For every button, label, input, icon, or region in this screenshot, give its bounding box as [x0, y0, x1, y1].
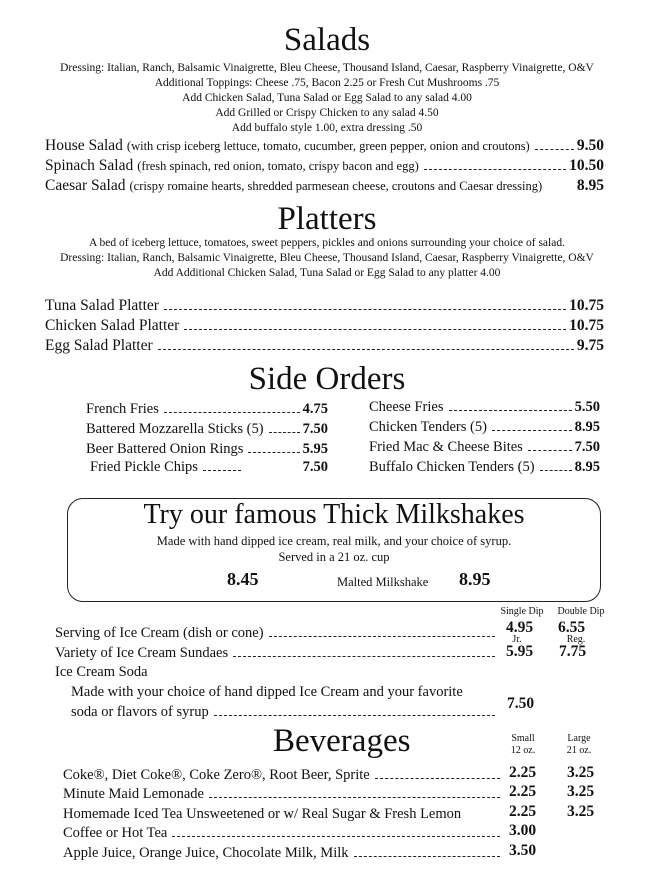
single-dip-price: 5.95	[506, 643, 534, 660]
dot-leader	[248, 452, 299, 453]
dot-leader	[528, 450, 572, 451]
item-price: 9.75	[576, 337, 604, 354]
small-price: 2.25	[509, 783, 537, 800]
item-description: (crispy romaine hearts, shredded parmesean cheese, croutons and Caesar dressing)	[129, 179, 543, 193]
large-price: 3.25	[567, 783, 595, 800]
menu-item	[63, 785, 503, 804]
dot-leader	[269, 636, 495, 637]
menu-item	[369, 418, 600, 437]
menu-item	[63, 766, 503, 785]
platters-title: Platters	[277, 201, 377, 237]
item-name: Minute Maid Lemonade	[63, 786, 204, 802]
malted-milkshake-price: 8.95	[459, 569, 491, 589]
item-price: 4.75	[302, 401, 328, 417]
item-price: 8.95	[576, 177, 604, 194]
item-price: 10.75	[569, 317, 604, 334]
large-header: Large	[567, 733, 591, 744]
ice-cream-soda-description: Made with your choice of hand dipped Ice Cream and your favorite	[71, 684, 463, 700]
dot-leader	[172, 836, 500, 837]
milkshakes-description: Made with hand dipped ice cream, real milk, and your choice of syrup.	[156, 534, 512, 548]
menu-item	[369, 458, 600, 477]
jr-label: Jr.	[512, 634, 522, 645]
item-name: House Salad	[45, 137, 123, 154]
platters-note: A bed of iceberg lettuce, tomatoes, sweet peppers, pickles and onions surrounding your choice of salad.	[89, 237, 565, 249]
dot-leader	[158, 349, 574, 350]
item-name: Fried Pickle Chips	[90, 459, 198, 475]
item-name: Buffalo Chicken Tenders (5)	[369, 459, 535, 475]
salads-note: Add Grilled or Crispy Chicken to any salad 4.50	[215, 107, 439, 119]
menu-item	[45, 136, 604, 156]
item-price: 8.95	[574, 419, 600, 435]
ice-cream-soda-title: Ice Cream Soda	[55, 664, 148, 680]
item-description: soda or flavors of syrup	[71, 704, 209, 720]
small-header: Small	[511, 733, 535, 744]
platters-note: Dressing: Italian, Ranch, Balsamic Vinaigrette, Bleu Cheese, Thousand Island, Caesar, Raspberry Vinaigrette, O&V	[60, 252, 594, 264]
menu-item	[55, 624, 498, 643]
menu-item	[63, 844, 503, 863]
double-dip-price: 6.55	[558, 619, 586, 636]
large-size: 21 oz.	[566, 745, 592, 756]
item-name: Homemade Iced Tea Unsweetened or w/ Real Sugar & Fresh Lemon	[63, 806, 462, 822]
item-name: Spinach Salad	[45, 157, 134, 174]
item-name: Chicken Salad Platter	[45, 317, 180, 334]
item-name: Fried Mac & Cheese Bites	[369, 439, 523, 455]
dot-leader	[214, 715, 495, 716]
item-name: Coke®, Diet Coke®, Coke Zero®, Root Beer, Sprite	[63, 767, 370, 783]
milkshakes-title: Try our famous Thick Milkshakes	[143, 499, 525, 530]
item-name: Caesar Salad	[45, 177, 126, 194]
beverages-title: Beverages	[273, 723, 411, 759]
item-name: Serving of Ice Cream (dish or cone)	[55, 625, 264, 641]
menu-item	[45, 176, 604, 196]
dot-leader	[449, 410, 572, 411]
menu-item	[369, 398, 600, 417]
double-dip-header: Double Dip	[557, 606, 605, 617]
side-orders-title: Side Orders	[248, 361, 406, 397]
dot-leader	[209, 797, 500, 798]
salads-note: Add Chicken Salad, Tuna Salad or Egg Salad to any salad 4.00	[182, 92, 472, 104]
dot-leader	[540, 470, 572, 471]
large-price: 3.25	[567, 764, 595, 781]
salads-note: Add buffalo style 1.00, extra dressing .50	[231, 122, 423, 134]
menu-item	[63, 824, 503, 843]
dot-leader	[424, 169, 566, 170]
dot-leader	[375, 778, 500, 779]
dot-leader	[203, 470, 241, 471]
milkshakes-cup-size: Served in a 21 oz. cup	[278, 550, 390, 564]
reg-label: Reg.	[566, 634, 586, 645]
dot-leader	[535, 149, 574, 150]
item-name: Cheese Fries	[369, 399, 444, 415]
item-price: 5.95	[302, 441, 328, 457]
salads-note: Additional Toppings: Cheese .75, Bacon 2.25 or Fresh Cut Mushrooms .75	[154, 77, 500, 89]
menu-item	[86, 440, 328, 459]
small-price: 2.25	[509, 803, 537, 820]
small-price: 2.25	[509, 764, 537, 781]
double-dip-price: 7.75	[559, 643, 587, 660]
small-price: 3.50	[509, 842, 537, 859]
dot-leader	[354, 856, 500, 857]
dot-leader	[164, 309, 566, 310]
dot-leader	[233, 656, 495, 657]
milkshakes-box	[67, 498, 601, 602]
item-price: 8.95	[574, 459, 600, 475]
item-name: Chicken Tenders (5)	[369, 419, 487, 435]
large-price: 3.25	[567, 803, 595, 820]
menu-item	[369, 438, 600, 457]
salads-note: Dressing: Italian, Ranch, Balsamic Vinaigrette, Bleu Cheese, Thousand Island, Caesar, Raspberry Vinaigrette, O&V	[60, 62, 594, 74]
item-price: 7.50	[302, 421, 328, 437]
item-price: 7.50	[574, 439, 600, 455]
item-name: Apple Juice, Orange Juice, Chocolate Milk, Milk	[63, 845, 349, 861]
item-name: Egg Salad Platter	[45, 337, 153, 354]
item-name: Tuna Salad Platter	[45, 297, 159, 314]
item-price: 7.50	[302, 459, 328, 475]
menu-item	[90, 458, 328, 477]
menu-item	[63, 805, 503, 824]
menu-item	[86, 400, 328, 419]
item-price: 10.50	[569, 157, 604, 174]
single-dip-header: Single Dip	[500, 606, 544, 617]
single-dip-price: 4.95	[506, 619, 534, 636]
item-name: Beer Battered Onion Rings	[86, 441, 244, 457]
item-name: Variety of Ice Cream Sundaes	[55, 645, 229, 661]
item-price: 10.75	[569, 297, 604, 314]
malted-milkshake-label: Malted Milkshake	[337, 575, 429, 589]
milkshake-price: 8.45	[227, 569, 259, 589]
dot-leader	[492, 430, 572, 431]
menu-item	[86, 420, 328, 439]
menu-item	[71, 703, 498, 722]
small-price: 3.00	[509, 822, 537, 839]
item-name: Battered Mozzarella Sticks (5)	[86, 421, 264, 437]
menu-item	[45, 336, 604, 355]
ice-cream-soda-price: 7.50	[507, 695, 535, 712]
item-name: Coffee or Hot Tea	[63, 825, 168, 841]
menu-item	[45, 156, 604, 176]
item-description: (with crisp iceberg lettuce, tomato, cucumber, green pepper, onion and croutons)	[126, 139, 530, 153]
menu-item	[45, 316, 604, 335]
dot-leader	[184, 329, 566, 330]
dot-leader	[164, 412, 300, 413]
salads-title: Salads	[283, 22, 371, 58]
dot-leader	[269, 432, 300, 433]
item-name: French Fries	[86, 401, 159, 417]
menu-item	[55, 644, 498, 663]
menu-item	[45, 296, 604, 315]
item-price: 9.50	[576, 137, 604, 154]
item-description: (fresh spinach, red onion, tomato, crispy bacon and egg)	[137, 159, 419, 173]
small-size: 12 oz.	[510, 745, 536, 756]
item-price: 5.50	[574, 399, 600, 415]
platters-note: Add Additional Chicken Salad, Tuna Salad or Egg Salad to any platter 4.00	[153, 267, 501, 279]
